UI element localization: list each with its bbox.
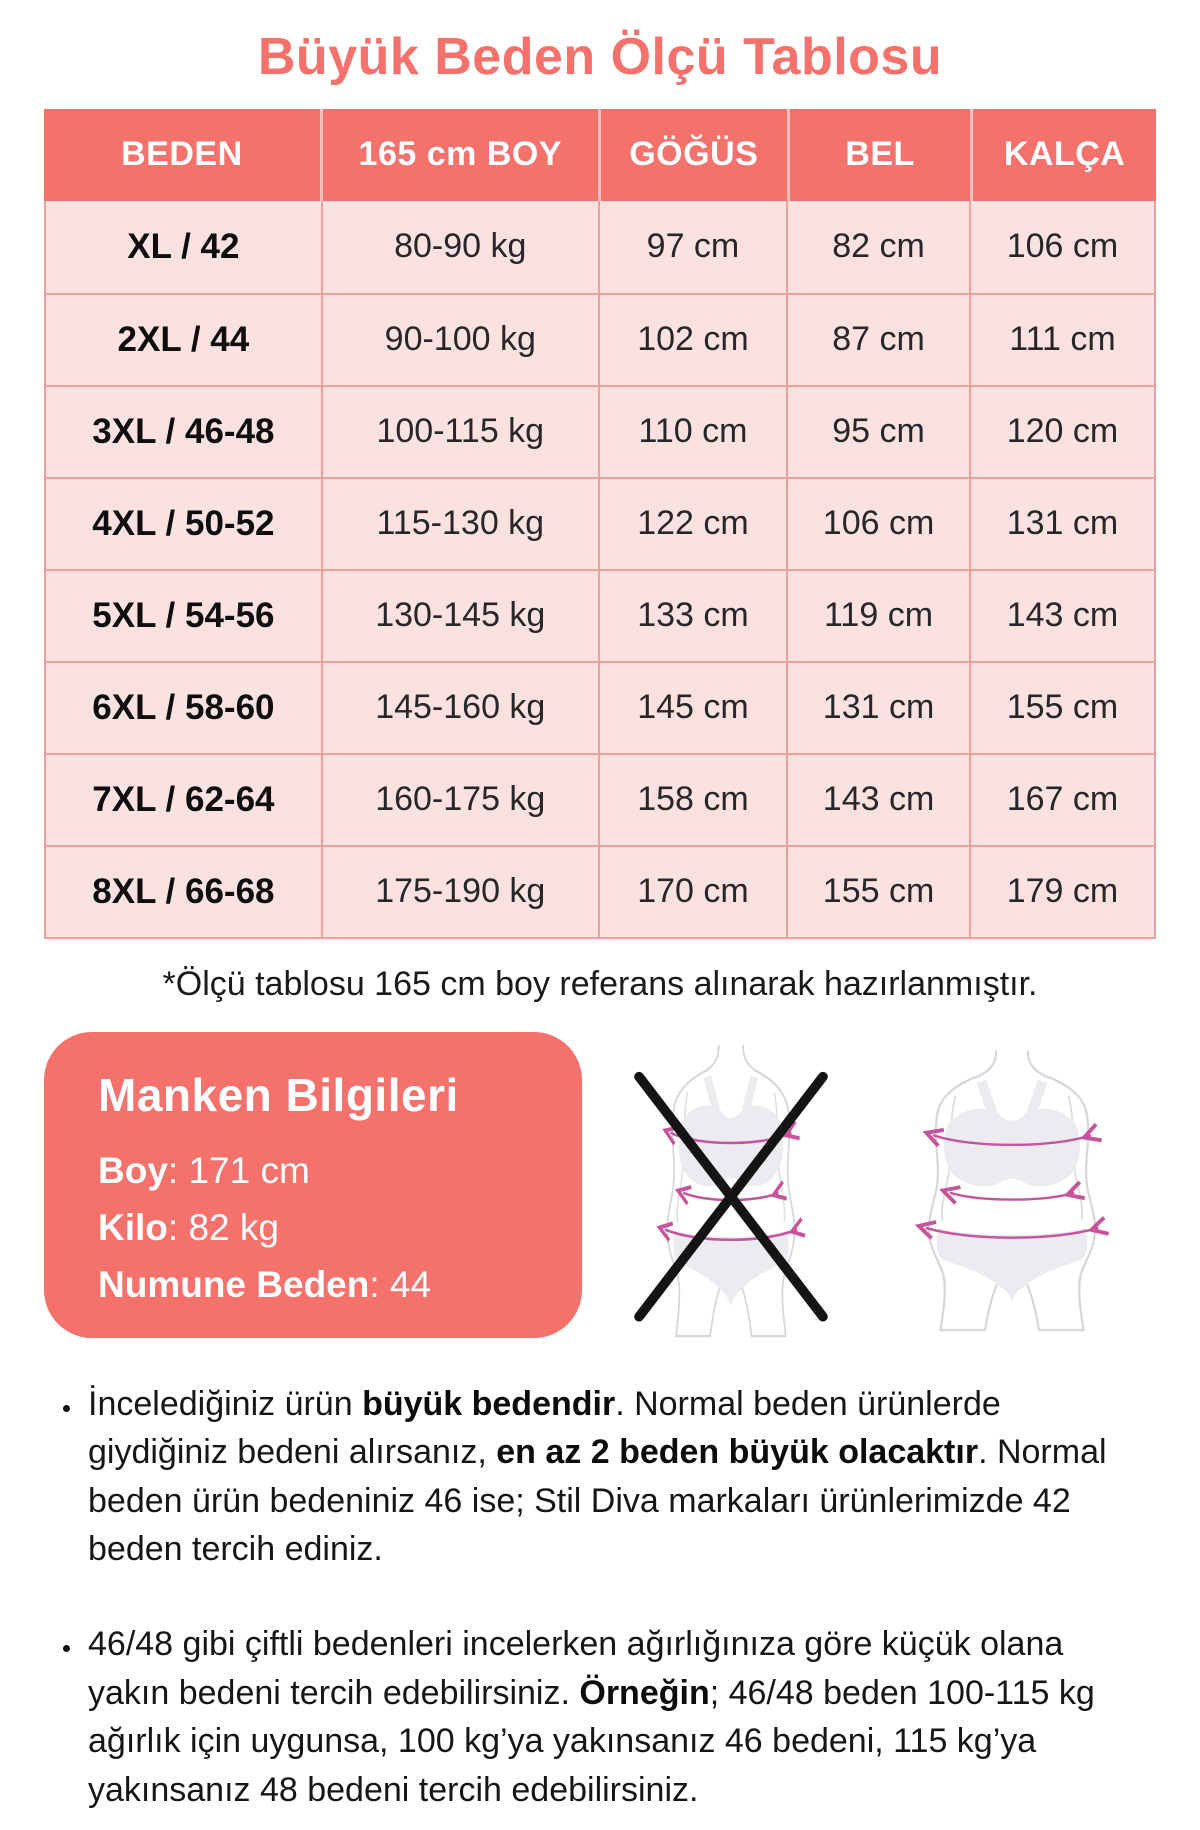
table-row: [46, 385, 1154, 477]
size-table: [44, 109, 1156, 939]
model-info-value: : 82 kg: [167, 1206, 279, 1248]
measure-cell: 95 cm: [786, 387, 969, 477]
table-footnote: *Ölçü tablosu 165 cm boy referans alınarak hazırlanmıştır.: [162, 964, 1038, 1003]
size-cell: 3XL / 46-48: [92, 411, 275, 451]
size-cell: 4XL / 50-52: [92, 503, 275, 543]
note-segment: . Normal beden ürün bedeniniz 46 ise; Stil Diva markaları ürünlerimizde 42 beden tercih ediniz.: [88, 1433, 1107, 1569]
table-row: [46, 477, 1154, 569]
plus-size-body-icon: [896, 1038, 1128, 1338]
measure-cell: 111 cm: [969, 295, 1154, 385]
measure-cell: 106 cm: [969, 201, 1154, 293]
size-chart-page: [0, 30, 1200, 1830]
measure-cell: 170 cm: [598, 847, 786, 937]
measure-cell: 133 cm: [598, 571, 786, 661]
model-info-line: [98, 1264, 562, 1306]
column-header: KALÇA: [970, 109, 1156, 201]
model-info-value: : 44: [369, 1263, 432, 1305]
model-info-label: Kilo: [98, 1206, 168, 1248]
table-row: [46, 201, 1154, 293]
column-header: BEDEN: [121, 135, 243, 174]
model-info-section: [44, 1032, 1156, 1338]
measure-cell: 102 cm: [598, 295, 786, 385]
measure-cell: 120 cm: [969, 387, 1154, 477]
measure-cell: 80-90 kg: [321, 201, 598, 293]
measure-cell: 145-160 kg: [321, 663, 598, 753]
note-segment: Örneğin: [579, 1673, 710, 1712]
measure-cell: 87 cm: [786, 295, 969, 385]
note-segment: İncelediğiniz ürün: [88, 1384, 363, 1423]
size-cell: XL / 42: [127, 226, 240, 266]
note-segment: büyük bedendir: [362, 1384, 616, 1423]
measure-cell: 97 cm: [598, 201, 786, 293]
usage-note: [84, 1380, 1142, 1574]
usage-note: [84, 1620, 1142, 1814]
table-row: [46, 845, 1154, 937]
measure-cell: 155 cm: [969, 663, 1154, 753]
measure-cell: 131 cm: [969, 479, 1154, 569]
measure-cell: 110 cm: [598, 387, 786, 477]
measure-cell: 90-100 kg: [321, 295, 598, 385]
size-cell: 8XL / 66-68: [92, 871, 275, 911]
measure-cell: 100-115 kg: [321, 387, 598, 477]
table-row: [46, 569, 1154, 661]
measure-cell: 143 cm: [786, 755, 969, 845]
model-info-line: [98, 1207, 562, 1249]
page-title: Büyük Beden Ölçü Tablosu: [257, 28, 943, 86]
model-info-title: Manken Bilgileri: [98, 1068, 459, 1121]
crossed-out-slim-body-icon: [610, 1038, 852, 1338]
note-segment: ; 46/48 beden 100-115 kg ağırlık için uygunsa, 100 kg’ya yakınsanız 46 bedeni, 115 kg’ya yakınsanız 48 bedeni tercih edebilirsiniz.: [88, 1673, 1095, 1809]
table-row: [46, 661, 1154, 753]
measure-cell: 158 cm: [598, 755, 786, 845]
measure-cell: 106 cm: [786, 479, 969, 569]
model-info-value: : 171 cm: [167, 1149, 310, 1191]
size-cell: 5XL / 54-56: [92, 595, 275, 635]
table-row: [46, 753, 1154, 845]
column-header: GÖĞÜS: [598, 109, 787, 201]
measure-cell: 122 cm: [598, 479, 786, 569]
measure-cell: 179 cm: [969, 847, 1154, 937]
model-info-line: [98, 1150, 562, 1192]
note-segment: . Normal beden ürünlerde giydiğiniz bedeni alırsanız,: [88, 1384, 1001, 1472]
measure-cell: 145 cm: [598, 663, 786, 753]
size-cell: 7XL / 62-64: [92, 779, 275, 819]
measure-cell: 115-130 kg: [321, 479, 598, 569]
model-info-lines: [98, 1150, 562, 1306]
column-header: BEL: [787, 109, 970, 201]
note-segment: 46/48 gibi çiftli bedenleri incelerken ağırlığınıza göre küçük olana yakın bedeni tercih edebilirsiniz.: [88, 1625, 1064, 1712]
size-table-body: [44, 201, 1156, 939]
table-row: [46, 293, 1154, 385]
measure-cell: 175-190 kg: [321, 847, 598, 937]
size-cell: 6XL / 58-60: [92, 687, 275, 727]
measure-cell: 160-175 kg: [321, 755, 598, 845]
size-table-header-row: [44, 109, 1156, 201]
measure-cell: 82 cm: [786, 201, 969, 293]
model-info-label: Numune Beden: [98, 1263, 370, 1305]
measure-cell: 119 cm: [786, 571, 969, 661]
model-info-card: [44, 1032, 582, 1338]
measure-cell: 131 cm: [786, 663, 969, 753]
column-header: 165 cm BOY: [320, 109, 598, 201]
size-cell: 2XL / 44: [117, 319, 250, 359]
measure-cell: 130-145 kg: [321, 571, 598, 661]
measure-cell: 167 cm: [969, 755, 1154, 845]
measure-cell: 155 cm: [786, 847, 969, 937]
model-info-label: Boy: [98, 1149, 168, 1191]
measure-cell: 143 cm: [969, 571, 1154, 661]
usage-notes-list: [50, 1380, 1142, 1815]
body-figures: [582, 1032, 1156, 1338]
note-segment: en az 2 beden büyük olacaktır: [496, 1433, 979, 1472]
